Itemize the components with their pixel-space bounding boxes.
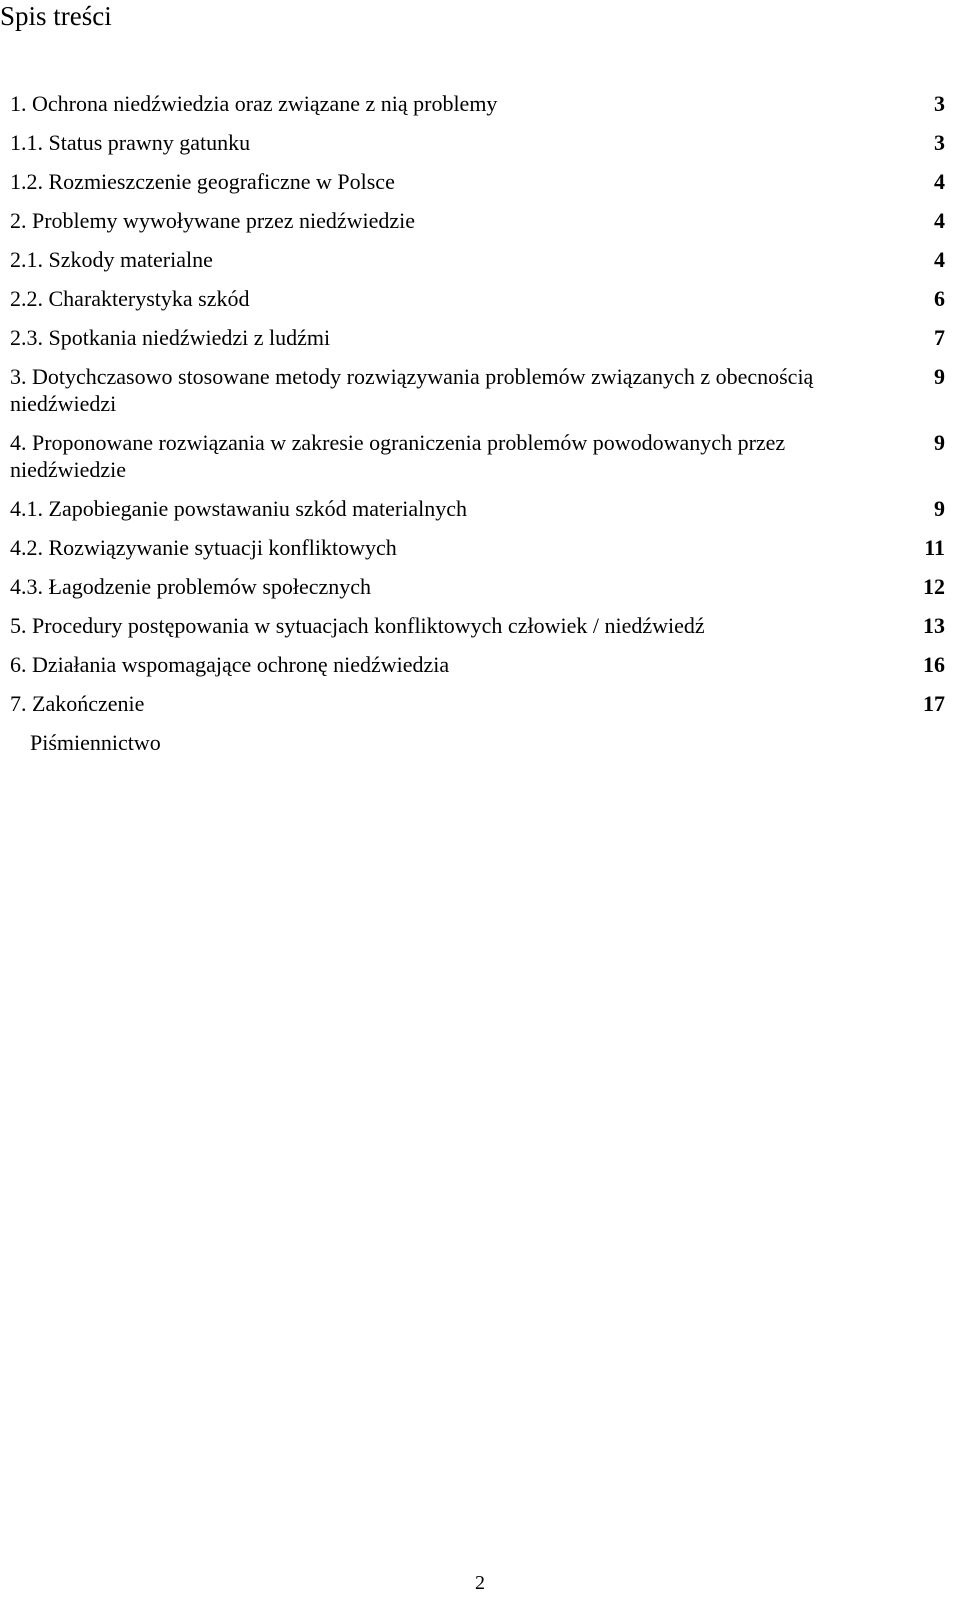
toc-entry-label: 1.2. Rozmieszczenie geograficzne w Polsce (10, 169, 395, 194)
toc-entry-page: 3 (934, 130, 945, 155)
toc-entry[interactable] (10, 285, 945, 324)
toc-entry[interactable] (10, 168, 945, 207)
toc-entry-page: 4 (934, 208, 945, 233)
toc-entry-page: 4 (934, 169, 945, 194)
toc-entry[interactable] (10, 90, 945, 129)
toc-entry[interactable] (10, 129, 945, 168)
toc-entry[interactable] (10, 207, 945, 246)
toc-entry-label: Piśmiennictwo (30, 730, 161, 755)
toc-entry-page: 16 (923, 652, 945, 677)
toc-entry-page: 7 (934, 325, 945, 350)
toc-entry-label: 4.2. Rozwiązywanie sytuacji konfliktowych (10, 535, 397, 560)
toc-entry[interactable] (10, 651, 945, 690)
toc-entry-page: 9 (934, 364, 945, 389)
toc-entry-page: 13 (923, 613, 945, 638)
toc-entry-page: 12 (923, 574, 945, 599)
toc-entry-label: 2.3. Spotkania niedźwiedzi z ludźmi (10, 325, 331, 350)
toc-entry-label: 4.3. Łagodzenie problemów społecznych (10, 574, 372, 599)
toc-entry-label: 3. Dotychczasowo stosowane metody rozwiązywania problemów związanych z obecnością niedźwiedzi (10, 364, 814, 416)
toc-entry[interactable] (10, 429, 945, 495)
toc-entry[interactable] (10, 573, 945, 612)
toc-entry-label: 2. Problemy wywoływane przez niedźwiedzie (10, 208, 416, 233)
toc-entry-label: 2.1. Szkody materialne (10, 247, 213, 272)
toc-entry[interactable] (10, 495, 945, 534)
toc-entry-page: 4 (934, 247, 945, 272)
toc-entry-label: 4.1. Zapobieganie powstawaniu szkód materialnych (10, 496, 467, 521)
toc-entry-page: 3 (934, 91, 945, 116)
toc-entry-page: 11 (924, 535, 945, 560)
toc-entry-label: 5. Procedury postępowania w sytuacjach konfliktowych człowiek / niedźwiedź (10, 613, 705, 638)
toc-entry-page: 9 (934, 430, 945, 455)
toc-entry-page: 17 (923, 691, 945, 716)
toc-entry-label: 7. Zakończenie (10, 691, 145, 716)
toc-entry-label: 4. Proponowane rozwiązania w zakresie ograniczenia problemów powodowanych przez niedźwiedzie (10, 430, 786, 482)
page-number: 2 (475, 1572, 485, 1594)
toc-entry[interactable] (10, 363, 945, 429)
toc-entry-label: 2.2. Charakterystyka szkód (10, 286, 250, 311)
toc-entry[interactable] (10, 729, 945, 768)
toc-entry[interactable] (10, 534, 945, 573)
toc-entry-page: 9 (934, 496, 945, 521)
toc-entry[interactable] (10, 324, 945, 363)
table-of-contents (10, 90, 945, 768)
toc-entry-label: 1.1. Status prawny gatunku (10, 130, 251, 155)
toc-entry-page: 6 (934, 286, 945, 311)
page-title: Spis treści (0, 1, 112, 31)
toc-entry[interactable] (10, 246, 945, 285)
toc-entry-label: 1. Ochrona niedźwiedzia oraz związane z nią problemy (10, 91, 498, 116)
toc-entry[interactable] (10, 612, 945, 651)
toc-entry[interactable] (10, 690, 945, 729)
toc-entry-label: 6. Działania wspomagające ochronę niedźwiedzia (10, 652, 450, 677)
